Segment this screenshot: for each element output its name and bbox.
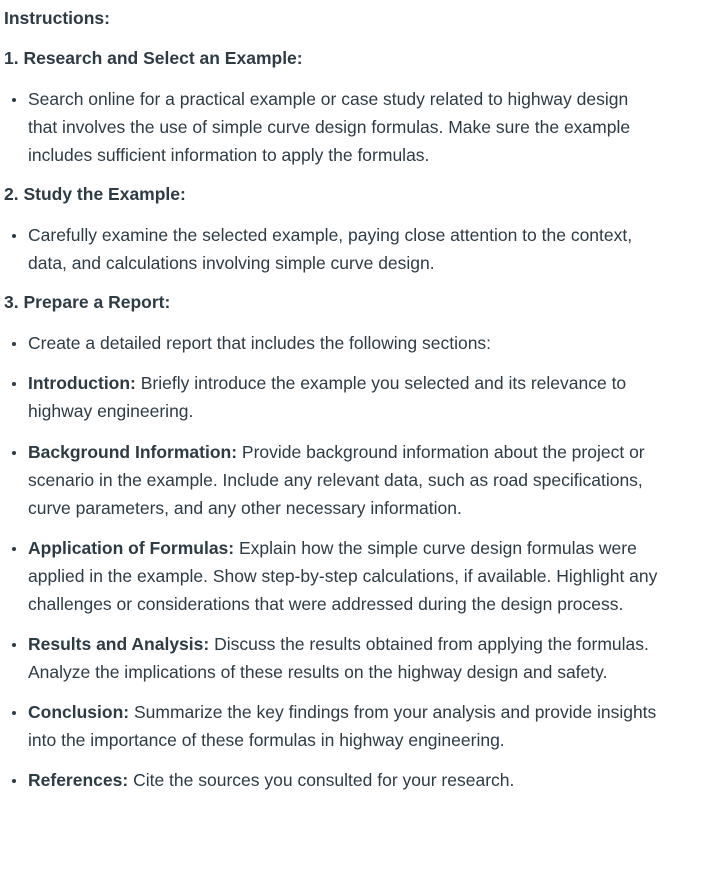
section-heading-study: 2. Study the Example:	[4, 184, 186, 204]
item-term: References:	[28, 770, 129, 790]
list-item	[0, 329, 658, 357]
item-term: Introduction:	[28, 373, 136, 393]
list-item-application	[0, 534, 658, 618]
list-item-conclusion	[0, 698, 658, 754]
item-text: Provide background information about the project or scenario in the example. Include any relevant data, such as road specifications, curve parameters, and any other necessary information.	[28, 442, 645, 518]
study-list	[0, 221, 690, 277]
section-heading-research: 1. Research and Select an Example:	[4, 48, 303, 68]
list-item-references	[0, 766, 658, 794]
item-text: Discuss the results obtained from applying the formulas. Analyze the implications of these results on the highway design and safety.	[28, 634, 649, 682]
item-text: Cite the sources you consulted for your research.	[128, 770, 515, 790]
item-term: Conclusion:	[28, 702, 130, 722]
list-item	[0, 221, 658, 277]
instructions-label: Instructions:	[4, 8, 110, 28]
item-text: Search online for a practical example or case study related to highway design that involves the use of simple curve design formulas. Make sure the example includes sufficient information to apply the formulas.	[28, 89, 631, 165]
list-item-introduction	[0, 369, 658, 425]
research-list	[0, 85, 690, 169]
list-item	[0, 85, 658, 169]
item-term: Background Information:	[28, 442, 238, 462]
item-term: Results and Analysis:	[28, 634, 210, 654]
item-text: Briefly introduce the example you selected and its relevance to highway engineering.	[28, 373, 627, 421]
report-list	[0, 329, 690, 794]
item-text: Create a detailed report that includes the following sections:	[28, 333, 492, 353]
item-text: Carefully examine the selected example, paying close attention to the context, data, and calculations involving simple curve design.	[28, 225, 633, 273]
item-text: Explain how the simple curve design formulas were applied in the example. Show step-by-step calculations, if available. Highlight any challenges or considerations that were addressed during the design process.	[28, 538, 658, 614]
section-heading-report: 3. Prepare a Report:	[4, 292, 171, 312]
list-item-background	[0, 438, 658, 522]
item-text: Summarize the key findings from your analysis and provide insights into the importance of these formulas in highway engineering.	[28, 702, 657, 750]
list-item-results	[0, 630, 658, 686]
item-term: Application of Formulas:	[28, 538, 235, 558]
